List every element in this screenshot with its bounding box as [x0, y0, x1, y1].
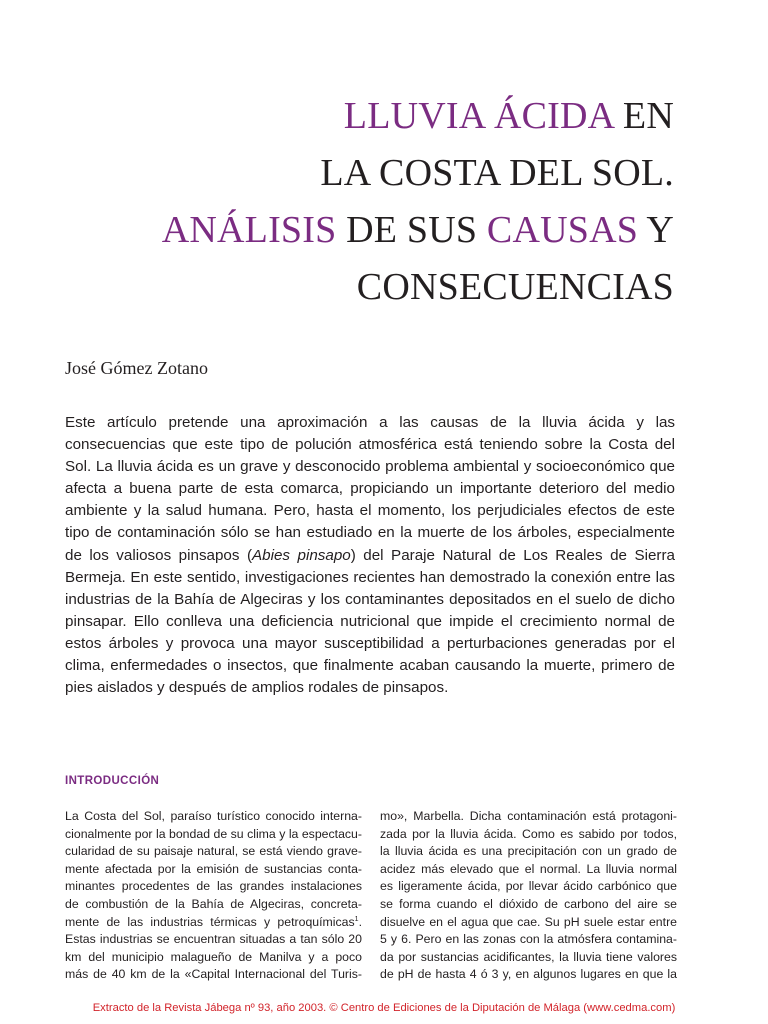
footnote-marker: 1 [354, 915, 359, 923]
body-line: cionalmente por la bondad de su clima y la espectacu- [65, 826, 362, 841]
body-line: zada por la lluvia ácida. Como es sabido por todos, [380, 826, 677, 841]
abstract-line: tipo de contaminación sólo se han estudiado en la muerte de los árboles, especialmente [65, 524, 675, 542]
title-line-2 [162, 145, 674, 202]
body-line: 5 y 6. Pero en las zonas con la atmósfera contamina- [380, 932, 677, 947]
abstract-line: industrias de la Bahía de Algeciras y los contaminantes depositados en el suelo de dicho [65, 590, 675, 608]
title-text: EN [613, 95, 674, 137]
abstract-line: clima, enfermedades o insectos, que finalmente acaban causando la muerte, primero de [65, 657, 675, 675]
title-text: CONSECUENCIAS [356, 266, 674, 308]
body-text: mente de las industrias térmicas y petroquímicas [65, 914, 355, 929]
body-line: La Costa del Sol, paraíso turístico conocido interna- [65, 809, 362, 823]
body-line: de pH de hasta 4 ó 3 y, en algunos lugares en que la [380, 967, 677, 982]
body-line: da por sustancias acidificantes, la lluvia tiene valores [380, 949, 677, 964]
body-line: la lluvia ácida es una precipitación con un grado de [380, 844, 677, 859]
body-line: acidez más elevado que el normal. La lluvia normal [380, 861, 677, 876]
body-line: mente afectada por la emisión de sustancias conta- [65, 861, 362, 876]
title-text: DE SUS [336, 209, 487, 251]
body-line: se forma cuando el dióxido de carbono del aire se [380, 896, 677, 911]
body-line [65, 914, 362, 932]
body-line: Estas industrias se encuentran situadas a tan sólo 20 [65, 932, 362, 947]
abstract-line: Bermeja. En este sentido, investigaciones recientes han demostrado la conexión entre las [65, 568, 675, 586]
body-line: disuelve en el agua que cae. Su pH suele estar entre [380, 914, 677, 929]
body-line: minantes procedentes de las grandes instalaciones [65, 879, 362, 894]
title-highlight: CAUSAS [486, 209, 639, 251]
body-line: más de 40 km de la «Capital Internacional del Turis- [65, 967, 362, 982]
abstract-line: pies aislados y después de amplios rodales de pinsapos. [65, 679, 449, 697]
title-highlight: ANÁLISIS [161, 209, 337, 251]
title-line-1 [162, 88, 674, 145]
abstract-text: de los valiosos pinsapos ( [65, 546, 253, 564]
abstract [65, 412, 675, 699]
abstract-line: consecuencias que este tipo de polución atmosférica está teniendo sobre la Costa del [65, 436, 675, 454]
abstract-line: estos árboles y provoca una mayor susceptibilidad a perturbaciones generadas por el [65, 634, 675, 652]
footer-credit: Extracto de la Revista Jábega nº 93, año 2003. © Centro de Ediciones de la Diputación de Málaga (www.cedma.com) [92, 1002, 676, 1014]
body-text: . [358, 914, 362, 929]
author-name: José Gómez Zotano [65, 358, 208, 378]
body-line: km del municipio malagueño de Manilva y a poco [65, 949, 362, 964]
abstract-line: ambiente y la salud humana. Pero, hasta el momento, los perjudiciales efectos de este [65, 502, 675, 520]
abstract-line: Sol. La lluvia ácida es un grave y desconocido problema ambiental y socioeconómico que [65, 458, 675, 476]
body-line: mo», Marbella. Dicha contaminación está protagoni- [380, 809, 677, 823]
title-line-4 [162, 259, 674, 316]
body-column-left [65, 808, 362, 984]
body-column-right [380, 808, 677, 984]
species-name: Abies pinsapo [252, 546, 351, 564]
title-text: LA COSTA DEL SOL. [320, 152, 674, 194]
article-title [162, 88, 674, 316]
title-highlight: LLUVIA ÁCIDA [343, 95, 614, 137]
title-text: Y [638, 209, 674, 251]
abstract-line [65, 545, 675, 567]
abstract-line: pinsapar. Ello conlleva una deficiencia nutricional que impide el crecimiento normal de [65, 612, 675, 630]
section-heading: INTRODUCCIÓN [65, 775, 160, 787]
abstract-text: ) del Paraje Natural de Los Reales de Sierra [350, 546, 675, 564]
body-line: cularidad de su paisaje natural, se está viendo grave- [65, 844, 362, 859]
body-line: de combustión de la Bahía de Algeciras, concreta- [65, 896, 362, 911]
abstract-line: afecta a buena parte de esta comarca, propiciando un importante deterioro del medio [65, 480, 675, 498]
title-line-3 [162, 202, 674, 259]
body-line: es ligeramente ácida, por llevar ácido carbónico que [380, 879, 677, 894]
abstract-line: Este artículo pretende una aproximación a las causas de la lluvia ácida y las [65, 414, 675, 431]
